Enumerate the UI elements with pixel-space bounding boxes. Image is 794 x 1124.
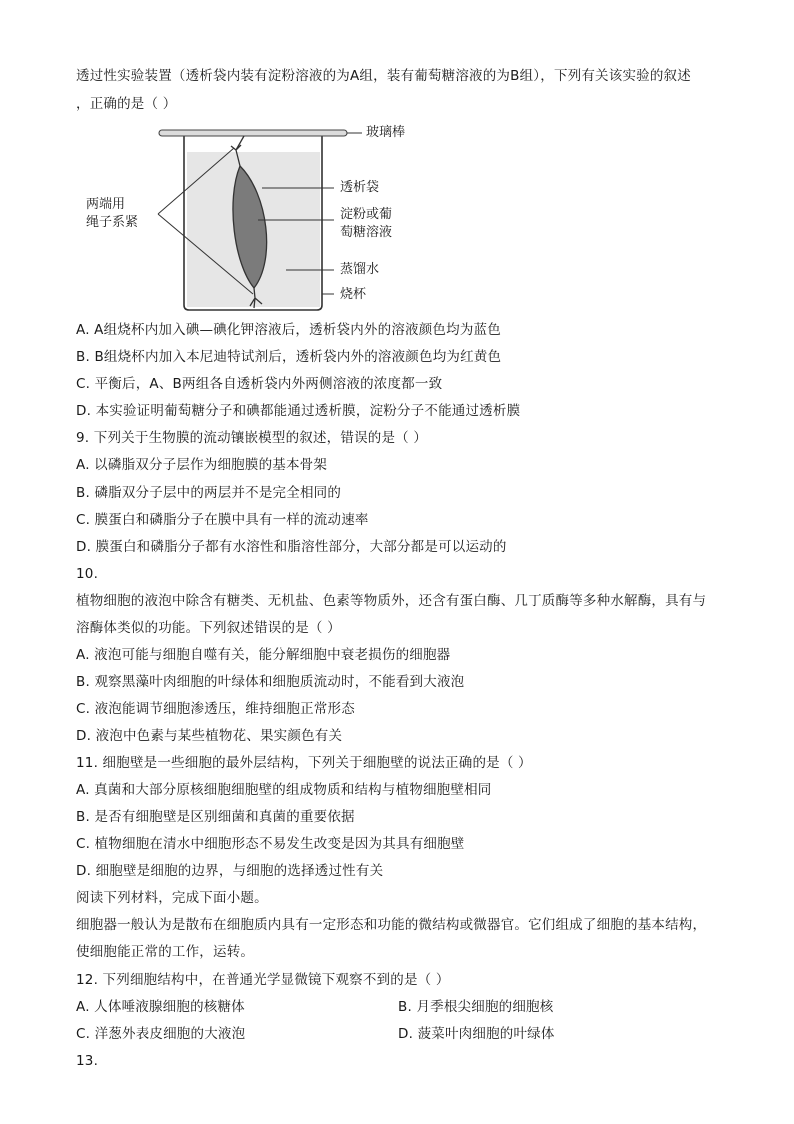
q11-option-a: A. 真菌和大部分原核细胞细胞壁的组成物质和结构与植物细胞壁相同 [76,782,492,798]
q8-option-a: A. A组烧杯内加入碘—碘化钾溶液后，透析袋内外的溶液颜色均为蓝色 [76,322,501,338]
label-solution-line-2: 萄糖溶液 [340,225,393,240]
q11-option-b: B. 是否有细胞壁是区别细菌和真菌的重要依据 [76,809,355,825]
q12-option-a: A. 人体唾液腺细胞的核糖体 [76,999,245,1015]
q10-stem-line-1: 植物细胞的液泡中除含有糖类、无机盐、色素等物质外，还含有蛋白酶、几丁质酶等多种水解酶，具有与 [76,593,707,609]
q12-option-d: D. 菠菜叶肉细胞的叶绿体 [398,1026,555,1042]
q9-option-b: B. 磷脂双分子层中的两层并不是完全相同的 [76,485,342,501]
label-dialysis-bag: 透析袋 [340,180,380,195]
material-intro: 阅读下列材料，完成下面小题。 [76,890,268,906]
apparatus-drawing [76,122,496,318]
label-beaker: 烧杯 [340,287,367,302]
q9-stem: 9. 下列关于生物膜的流动镶嵌模型的叙述，错误的是（ ） [76,430,428,446]
q9-option-d: D. 膜蛋白和磷脂分子都有水溶性和脂溶性部分，大部分都是可以运动的 [76,539,507,555]
label-tied-line-1: 两端用 [86,197,126,212]
label-tied-line-2: 绳子系紧 [86,215,139,230]
q9-option-c: C. 膜蛋白和磷脂分子在膜中具有一样的流动速率 [76,512,369,528]
material-paragraph-line-2: 使细胞能正常的工作，运转。 [76,944,255,960]
q10-option-d: D. 液泡中色素与某些植物花、果实颜色有关 [76,728,343,744]
q11-stem: 11. 细胞壁是一些细胞的最外层结构，下列关于细胞壁的说法正确的是（ ） [76,755,532,771]
dialysis-apparatus-figure [76,122,496,318]
q8-option-c: C. 平衡后，A、B两组各自透析袋内外两侧溶液的浓度都一致 [76,376,443,392]
material-paragraph-line-1: 细胞器一般认为是散布在细胞质内具有一定形态和功能的微结构或微器官。它们组成了细胞的基本结构， [76,917,707,933]
q12-stem: 12. 下列细胞结构中，在普通光学显微镜下观察不到的是（ ） [76,972,450,988]
q8-option-b: B. B组烧杯内加入本尼迪特试剂后，透析袋内外的溶液颜色均为红黄色 [76,349,502,365]
label-solution-line-1: 淀粉或葡 [340,207,393,222]
glass-rod [159,130,347,136]
q12-option-c: C. 洋葱外表皮细胞的大液泡 [76,1026,246,1042]
q12-option-b: B. 月季根尖细胞的细胞核 [398,999,554,1015]
question-intro-line-2: ，正确的是（ ） [76,96,177,112]
q11-option-c: C. 植物细胞在清水中细胞形态不易发生改变是因为其具有细胞壁 [76,836,465,852]
q10-option-b: B. 观察黑藻叶肉细胞的叶绿体和细胞质流动时，不能看到大液泡 [76,674,465,690]
q10-number: 10. [76,566,99,582]
q8-option-d: D. 本实验证明葡萄糖分子和碘都能通过透析膜，淀粉分子不能通过透析膜 [76,403,521,419]
q10-stem-line-2: 溶酶体类似的功能。下列叙述错误的是（ ） [76,620,341,636]
q11-option-d: D. 细胞壁是细胞的边界，与细胞的选择透过性有关 [76,863,384,879]
q10-option-a: A. 液泡可能与细胞自噬有关，能分解细胞中衰老损伤的细胞器 [76,647,451,663]
label-glass-rod: 玻璃棒 [366,125,406,140]
q9-option-a: A. 以磷脂双分子层作为细胞膜的基本骨架 [76,457,328,473]
question-intro-line-1: 透过性实验装置（透析袋内装有淀粉溶液的为A组，装有葡萄糖溶液的为B组），下列有关该实验的叙述 [76,68,691,84]
q13-number: 13. [76,1053,99,1069]
label-distilled-water: 蒸馏水 [340,262,380,277]
q10-option-c: C. 液泡能调节细胞渗透压，维持细胞正常形态 [76,701,355,717]
